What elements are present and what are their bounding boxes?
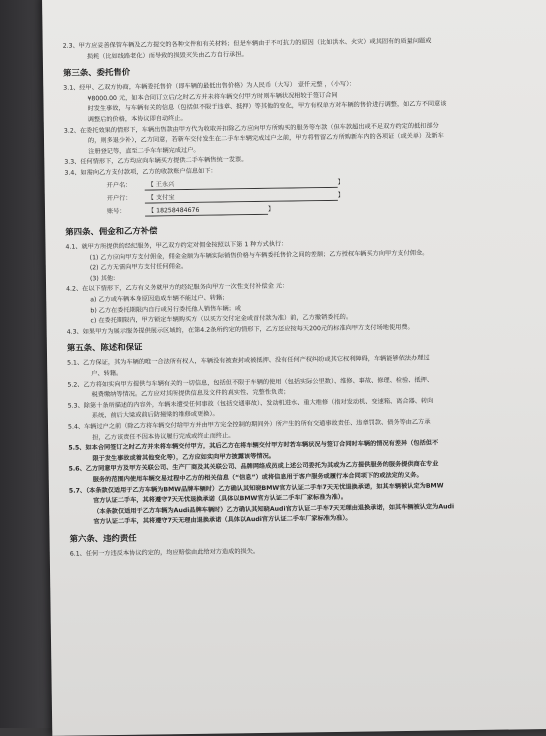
contract-line: 5.4、车辆过户之前（除乙方将车辆交付给甲方并由甲方完全控制的期间外）所产生的所有交通事故责任、违章罚款、债务等由乙方承 — [67, 418, 431, 431]
contract-line: (2) 乙方无需向甲方支付任何佣金。 — [89, 263, 188, 272]
contract-line: 3.2、在委托效果的情形下，车辆出售款由甲方代为收取并扣除乙方应向甲方所购买的服务等车款（但车款超出或不足双方约定的抵扣部分 — [63, 122, 439, 135]
contract-line: 5.7、（本条款仅适用于乙方车辆为BMW品牌车辆时）乙方确认其知晓BMW官方认证二手车7天无忧退换承诺，如其车辆被认定为BMW — [68, 482, 444, 495]
contract-line: b) 乙方在委托期限内自行或另行委托他人销售车辆；或 — [90, 304, 242, 314]
account-bank-row: 开户行： 【 支付宝 】 — [106, 191, 344, 203]
contract-line: ¥8000.00 元，如本合同订立后/之时乙方并未将车辆交付甲方时则车辆状况相较于签订合同 — [87, 91, 338, 103]
section-heading: 第三条、委托售价 — [63, 66, 131, 78]
section-heading: 第五条、陈述和保证 — [66, 342, 143, 354]
contract-line: 4.3、如果甲方为展示服务提供展示区域的，在第4.2条所约定的情形下，乙方还应按每天200元的标准向甲方支付场地使用费。 — [66, 323, 414, 336]
contract-line: 限于发生事故或着其他变化等），乙方应如实向甲方披露该等情况。 — [92, 452, 276, 463]
contract-line: 时发生事故，与车辆有关的信息（包括但不限于违章、抵押）等其他的变化，甲方有权单方对车辆的售价进行调整，如乙方不同意该 — [87, 100, 447, 113]
account-name-label: 开户名： — [106, 181, 132, 190]
contract-line: (1) 乙方应向甲方支付佣金，佣金金额为车辆实际销售价格与车辆委托售价之间的差额；乙方授权车辆买方向甲方支付佣金。 — [89, 249, 429, 261]
contract-line: （本条款仅适用于乙方车辆为Audi品牌车辆时）乙方确认其知晓Audi官方认证二手车7天无理由退换承诺，如其车辆被认定为Audi — [93, 503, 455, 516]
contract-line: a) 乙方或车辆本身原因造成车辆不能过户、转籍； — [90, 294, 229, 304]
account-name-row: 开户名： 【 王永兴 】 — [106, 178, 344, 190]
contract-line: 4.1、就甲方所提供的经纪服务，甲乙双方约定对佣金按照以下第 1 种方式执行： — [65, 240, 288, 251]
contract-line: 3.4、如需向乙方支付款项，乙方的收款账户信息如下： — [64, 167, 217, 177]
account-bank-label: 开户行： — [106, 194, 132, 203]
account-name-value: 【 王永兴 — [145, 178, 338, 191]
contract-line: 3.3、任何情形下，乙方均应向车辆买方提供二手车辆售统一发票。 — [64, 156, 248, 167]
contract-line: (3) 其他: — [89, 274, 116, 283]
contract-line: 5.1、乙方保证，其为车辆的唯一合法所有权人，车辆没有被查封或被抵押、没有任何产权纠纷或其它权利障碍，车辆能够依法办理过 — [67, 355, 430, 368]
contract-line: 官方认证二手车，其将遵守7天无忧退换承诺（具体以BMW官方认证二手车厂家标准为准）。 — [93, 493, 348, 505]
contract-line: 调整后的价格，本协议即自动终止。 — [87, 114, 187, 124]
contract-line: 5.2、乙方将如实向甲方提供与车辆有关的一切信息，包括但不限于车辆的使用（包括实际公里数）、维修、事故、修理、检验、抵押、 — [67, 376, 434, 389]
contract-line: 3.1、经甲、乙双方协商，车辆委托售价（即车辆的最低出售价格）为人民币（大写） 壹仟元整 ，（小写）： — [63, 80, 356, 92]
contract-page — [42, 0, 546, 736]
contract-line: 损耗（比如线路老化）而导致的损毁灭失由乙方自行承担。 — [86, 50, 248, 60]
contract-line: 系统、前后大梁或前后防撞梁的维修或更换）。 — [91, 410, 219, 420]
section-heading: 第六条、违约责任 — [69, 532, 137, 544]
contract-line: 注册登记等，直至二手车车辆完成过户。 — [88, 146, 200, 156]
contract-line: 税费缴纳等情况。乙方应对其所提供信息及文件的真实性、完整性负责； — [91, 388, 290, 399]
account-bank-value: 【 支付宝 — [145, 191, 338, 204]
contract-line: 5.3、除第十条所描述的内容外，车辆未遭受任何事故（包括交通事故）、发动机进水、重大维修（指对发动机、变速箱、离合器、转向 — [67, 397, 434, 410]
section-heading: 第四条、佣金和乙方补偿 — [65, 225, 158, 237]
contract-line: c) 在委托期限内，甲方锁定车辆购买方（以买方交付定金或首付款为准）前，乙方撤销委托的。 — [90, 313, 353, 325]
account-number-row: 账号： 【 18258484676 】 — [106, 205, 275, 216]
contract-line: 5.5、如本合同签订之时乙方并未将车辆交付甲方，其后乙方在将车辆交付甲方时若车辆状况与签订合同时车辆的情况有差异（包括但不 — [68, 439, 439, 452]
contract-line: 5.6、乙方同意甲方及甲方关联公司、生产厂商及其关联公司、品牌网络成员或上述公司委托为其或为乙方提供服务的服务提供商在专业 — [68, 460, 439, 474]
contract-line: 的，则多退少补），乙方同意，若新车交付发生在二手车车辆完成过户之前，甲方将暂留乙方所购新车内的各项证（或关单）及新车 — [87, 132, 444, 145]
account-number-label: 账号： — [106, 207, 126, 216]
contract-line: 2.3、甲方应妥善保管车辆及乙方提交的各种文件和有关材料；但是车辆由于不可抗力的原因（比如洪水、火灾）或其固有的质量问题或 — [62, 37, 432, 50]
account-number-value: 【 18258484676 — [145, 205, 268, 217]
contract-line: 6.1、任何一方违反本协议约定的，均应赔偿由此给对方造成的损失。 — [69, 548, 260, 558]
contract-line: 官方认证二手车，其将遵守7天无理由退换承诺（具体以Audi官方认证二手车厂家标准为准）。 — [93, 515, 352, 526]
contract-line: 4.2、在以下情形下，乙方有义务就甲方的经纪服务向甲方一次性支付补偿金 元： — [66, 282, 289, 294]
contract-line: 担，乙方该责任不因本协议履行完成或终止而终止。 — [92, 431, 235, 441]
contract-line: 服务的范围内使用车辆交易过程中乙方的相关信息（“信息”）或将信息用于客户服务或履行本合同项下的或法定的义务。 — [92, 471, 423, 484]
contract-line: 户、转籍。 — [91, 369, 123, 378]
